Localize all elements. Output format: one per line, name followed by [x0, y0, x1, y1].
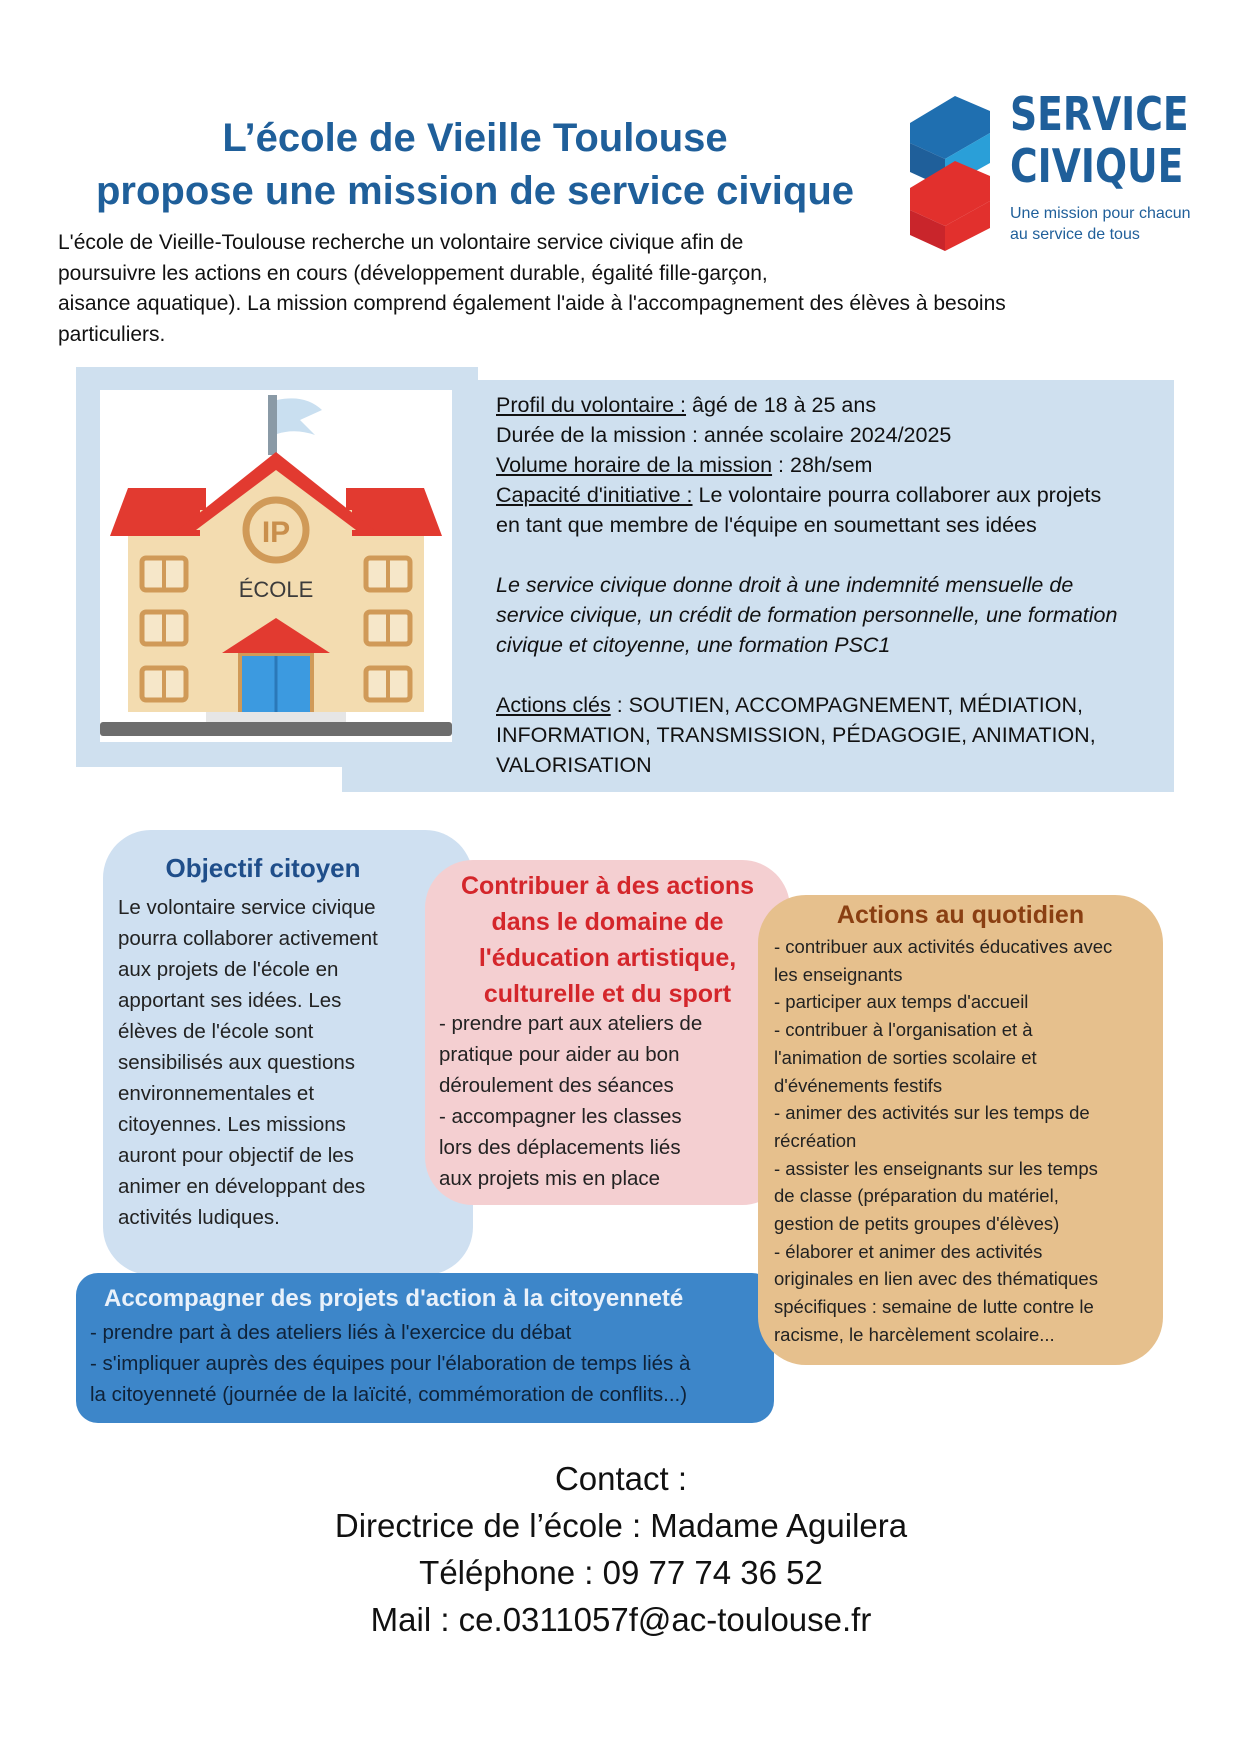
logo-word-service: SERVICE	[1010, 87, 1189, 141]
school-emblem-text: IP	[261, 516, 291, 549]
card-line: - prendre part aux ateliers de	[439, 1012, 703, 1035]
card-line: environnementales et	[118, 1082, 315, 1105]
title-line-2: propose une mission de service civique	[95, 169, 855, 213]
card-line: activités ludiques.	[118, 1206, 280, 1229]
capacite-value: Le volontaire pourra collaborer aux projets	[692, 483, 1102, 507]
actions-row-2: INFORMATION, TRANSMISSION, PÉDAGOGIE, ANIMATION,	[496, 723, 1096, 747]
card-quotidien-title: Actions au quotidien	[836, 901, 1085, 929]
card-accompagner-body	[90, 1317, 770, 1410]
school-building-icon	[100, 390, 452, 742]
card-quotidien	[758, 895, 1163, 1365]
card-contribuer	[425, 860, 790, 1205]
intro-line: poursuivre les actions en cours (développement durable, égalité fille-garçon,	[58, 261, 768, 285]
card-line: la citoyenneté (journée de la laïcité, commémoration de conflits...)	[90, 1383, 688, 1406]
card-line: - prendre part à des ateliers liés à l'exercice du débat	[90, 1321, 572, 1344]
capacite-label: Capacité d'initiative :	[496, 483, 693, 507]
card-line: gestion de petits groupes d'élèves)	[774, 1213, 1060, 1235]
logo-tagline-1: Une mission pour chacun	[1010, 205, 1191, 222]
card-line: originales en lien avec des thématiques	[774, 1268, 1098, 1290]
school-sign-text: ÉCOLE	[238, 577, 314, 602]
card-line: - élaborer et animer des activités	[774, 1240, 1043, 1262]
card-line: les enseignants	[774, 963, 903, 985]
card-line: racisme, le harcèlement scolaire...	[774, 1323, 1055, 1345]
card-line: l'animation de sorties scolaire et	[774, 1046, 1037, 1068]
card-title-line: culturelle et du sport	[483, 980, 732, 1008]
page-title	[40, 112, 910, 218]
card-line: déroulement des séances	[439, 1074, 674, 1097]
intro-line: particuliers.	[58, 322, 166, 346]
intro-line: aisance aquatique). La mission comprend également l'aide à l'accompagnement des élèves à besoins	[58, 292, 1006, 315]
volume-value: : 28h/sem	[772, 453, 873, 477]
card-line: Le volontaire service civique	[118, 896, 376, 919]
card-line: d'événements festifs	[774, 1074, 943, 1096]
card-line: - assister les enseignants sur les temps	[774, 1157, 1098, 1179]
actions-row	[496, 690, 1186, 720]
card-line: spécifiques : semaine de lutte contre le	[774, 1296, 1094, 1318]
profil-row	[496, 390, 1186, 420]
indemnite-line: service civique, un crédit de formation personnelle, une formation	[496, 603, 1118, 627]
logo-word-civique: CIVIQUE	[1010, 139, 1184, 193]
card-contribuer-title	[425, 868, 790, 1012]
card-objectif-title: Objectif citoyen	[165, 853, 361, 883]
contact-mail: Mail : ce.0311057f@ac-toulouse.fr	[370, 1601, 872, 1638]
volume-label: Volume horaire de la mission	[496, 453, 773, 477]
card-line: aux projets mis en place	[439, 1167, 661, 1190]
actions-value: : SOUTIEN, ACCOMPAGNEMENT, MÉDIATION,	[610, 693, 1083, 717]
card-line: récréation	[774, 1129, 857, 1151]
capacite-row-2: en tant que membre de l'équipe en soumettant ses idées	[496, 513, 1037, 537]
title-line-1: L’école de Vieille Toulouse	[222, 116, 728, 160]
card-line: - animer des activités sur les temps de	[774, 1102, 1090, 1124]
intro-paragraph	[58, 228, 1148, 350]
card-line: pourra collaborer activement	[118, 927, 378, 950]
card-objectif-citoyen	[103, 830, 473, 1275]
card-line: - accompagner les classes	[439, 1105, 682, 1128]
actions-row-3: VALORISATION	[496, 753, 652, 777]
profil-value: âgé de 18 à 25 ans	[686, 393, 877, 417]
contact-directrice: Directrice de l’école : Madame Aguilera	[334, 1507, 908, 1544]
card-title-line: Contribuer à des actions	[460, 872, 755, 900]
school-illustration	[100, 390, 452, 742]
indemnite-line: Le service civique donne droit à une indemnité mensuelle de	[496, 573, 1074, 597]
card-objectif-body	[118, 892, 468, 1233]
card-title-line: dans le domaine de	[491, 908, 724, 936]
card-line: pratique pour aider au bon	[439, 1043, 680, 1066]
card-line: sensibilisés aux questions	[118, 1051, 356, 1074]
card-line: auront pour objectif de les	[118, 1144, 354, 1167]
indemnite-line: civique et citoyenne, une formation PSC1	[496, 633, 891, 657]
card-line: élèves de l'école sont	[118, 1020, 314, 1043]
contact-heading: Contact :	[554, 1460, 688, 1497]
card-contribuer-body	[439, 1008, 779, 1194]
contact-section	[0, 1455, 1242, 1643]
card-accompagner	[76, 1273, 774, 1423]
card-line: animer en développant des	[118, 1175, 366, 1198]
volume-row	[496, 450, 1186, 480]
logo-tagline-2: au service de tous	[1010, 226, 1140, 243]
card-line: lors des déplacements liés	[439, 1136, 681, 1159]
card-line: citoyennes. Les missions	[118, 1113, 346, 1136]
card-title-line: l'éducation artistique,	[478, 944, 737, 972]
intro-line: L'école de Vieille-Toulouse recherche un volontaire service civique afin de	[58, 231, 744, 254]
capacite-row	[496, 480, 1186, 510]
card-quotidien-body	[774, 933, 1164, 1349]
card-line: - contribuer aux activités éducatives avec	[774, 936, 1113, 957]
profil-label: Profil du volontaire :	[496, 393, 687, 417]
card-line: - s'impliquer auprès des équipes pour l'élaboration de temps liés à	[90, 1352, 691, 1375]
profile-details	[496, 390, 1186, 780]
card-line: - contribuer à l'organisation et à	[774, 1019, 1033, 1041]
card-line: - participer aux temps d'accueil	[774, 991, 1029, 1013]
card-line: aux projets de l'école en	[118, 958, 339, 981]
card-line: apportant ses idées. Les	[118, 989, 342, 1012]
contact-telephone: Téléphone : 09 77 74 36 52	[419, 1554, 823, 1591]
duree-row: Durée de la mission : année scolaire 2024/2025	[496, 423, 952, 447]
card-accompagner-title: Accompagner des projets d'action à la citoyenneté	[104, 1285, 684, 1312]
actions-label: Actions clés	[496, 693, 611, 717]
card-line: de classe (préparation du matériel,	[774, 1185, 1059, 1207]
